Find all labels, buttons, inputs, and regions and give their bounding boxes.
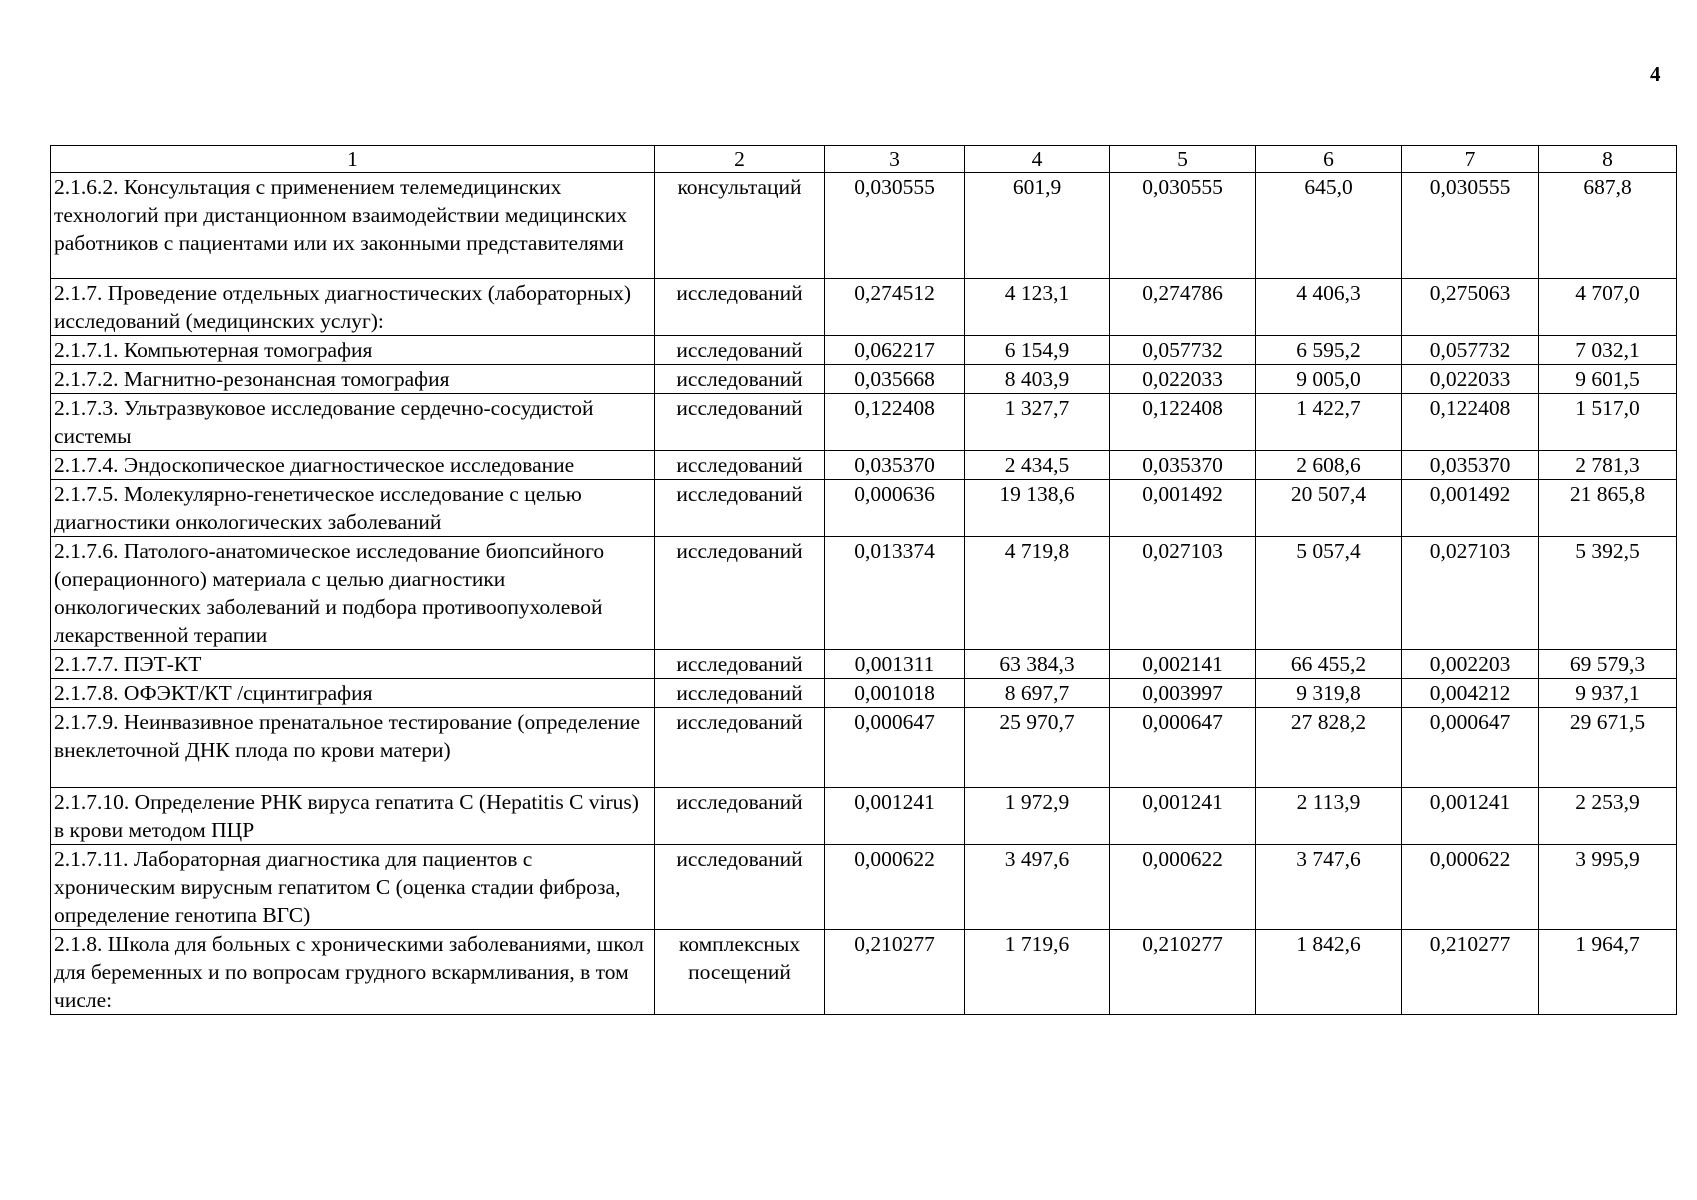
table-row xyxy=(51,930,1677,1015)
row-value-col5: 0,057732 xyxy=(1110,336,1256,365)
row-value-col8: 7 032,1 xyxy=(1539,336,1677,365)
row-value-col7: 0,000647 xyxy=(1402,708,1539,788)
row-value-col8: 29 671,5 xyxy=(1539,708,1677,788)
row-value-col4: 4 123,1 xyxy=(965,279,1110,336)
row-unit-cell: комплексных посещений xyxy=(655,930,825,1015)
row-name-cell: 2.1.7.4. Эндоскопическое диагностическое исследование xyxy=(51,451,655,480)
row-value-col6: 20 507,4 xyxy=(1256,480,1402,537)
row-unit-cell: консультаций xyxy=(655,173,825,279)
table-row xyxy=(51,679,1677,708)
row-unit-cell: исследований xyxy=(655,537,825,650)
row-name-cell: 2.1.7.7. ПЭТ-КТ xyxy=(51,650,655,679)
row-unit-cell: исследований xyxy=(655,336,825,365)
row-name-cell: 2.1.8. Школа для больных с хроническими заболеваниями, школ для беременных и по вопросам грудного вскармливания, в том числе: xyxy=(51,930,655,1015)
row-value-col3: 0,000636 xyxy=(825,480,965,537)
row-value-col4: 3 497,6 xyxy=(965,845,1110,930)
row-value-col4: 6 154,9 xyxy=(965,336,1110,365)
row-value-col5: 0,027103 xyxy=(1110,537,1256,650)
table-row xyxy=(51,365,1677,394)
row-value-col5: 0,274786 xyxy=(1110,279,1256,336)
column-header: 2 xyxy=(655,146,825,173)
table-row xyxy=(51,451,1677,480)
column-header: 7 xyxy=(1402,146,1539,173)
table-row xyxy=(51,708,1677,788)
row-value-col7: 0,210277 xyxy=(1402,930,1539,1015)
table-row xyxy=(51,480,1677,537)
row-value-col4: 1 719,6 xyxy=(965,930,1110,1015)
row-value-col6: 645,0 xyxy=(1256,173,1402,279)
column-header: 4 xyxy=(965,146,1110,173)
row-value-col6: 9 319,8 xyxy=(1256,679,1402,708)
page-number: 4 xyxy=(1650,62,1661,86)
row-value-col4: 601,9 xyxy=(965,173,1110,279)
row-value-col5: 0,002141 xyxy=(1110,650,1256,679)
row-name-cell: 2.1.7. Проведение отдельных диагностических (лабораторных) исследований (медицинских услуг): xyxy=(51,279,655,336)
row-value-col8: 9 601,5 xyxy=(1539,365,1677,394)
row-unit-cell: исследований xyxy=(655,679,825,708)
row-value-col8: 69 579,3 xyxy=(1539,650,1677,679)
row-value-col6: 3 747,6 xyxy=(1256,845,1402,930)
row-name-cell: 2.1.7.3. Ультразвуковое исследование сердечно-сосудистой системы xyxy=(51,394,655,451)
row-value-col5: 0,001492 xyxy=(1110,480,1256,537)
row-value-col6: 4 406,3 xyxy=(1256,279,1402,336)
table-row xyxy=(51,173,1677,279)
row-value-col3: 0,013374 xyxy=(825,537,965,650)
row-value-col3: 0,062217 xyxy=(825,336,965,365)
row-value-col3: 0,122408 xyxy=(825,394,965,451)
row-value-col6: 1 422,7 xyxy=(1256,394,1402,451)
table-row xyxy=(51,788,1677,845)
row-value-col7: 0,002203 xyxy=(1402,650,1539,679)
row-value-col8: 4 707,0 xyxy=(1539,279,1677,336)
row-unit-cell: исследований xyxy=(655,480,825,537)
row-value-col8: 687,8 xyxy=(1539,173,1677,279)
row-value-col4: 8 697,7 xyxy=(965,679,1110,708)
row-unit-cell: исследований xyxy=(655,365,825,394)
row-unit-cell: исследований xyxy=(655,394,825,451)
row-unit-cell: исследований xyxy=(655,451,825,480)
row-value-col6: 2 113,9 xyxy=(1256,788,1402,845)
row-value-col4: 63 384,3 xyxy=(965,650,1110,679)
row-value-col4: 1 972,9 xyxy=(965,788,1110,845)
row-value-col3: 0,030555 xyxy=(825,173,965,279)
table-row xyxy=(51,537,1677,650)
column-header: 5 xyxy=(1110,146,1256,173)
row-value-col4: 8 403,9 xyxy=(965,365,1110,394)
row-value-col6: 66 455,2 xyxy=(1256,650,1402,679)
row-value-col8: 2 781,3 xyxy=(1539,451,1677,480)
row-unit-cell: исследований xyxy=(655,279,825,336)
row-value-col8: 2 253,9 xyxy=(1539,788,1677,845)
row-name-cell: 2.1.7.8. ОФЭКТ/КТ /сцинтиграфия xyxy=(51,679,655,708)
row-value-col8: 1 517,0 xyxy=(1539,394,1677,451)
row-value-col3: 0,000647 xyxy=(825,708,965,788)
row-value-col3: 0,210277 xyxy=(825,930,965,1015)
row-name-cell: 2.1.7.2. Магнитно-резонансная томография xyxy=(51,365,655,394)
row-value-col3: 0,035668 xyxy=(825,365,965,394)
row-value-col7: 0,004212 xyxy=(1402,679,1539,708)
row-value-col8: 3 995,9 xyxy=(1539,845,1677,930)
row-value-col7: 0,057732 xyxy=(1402,336,1539,365)
row-value-col5: 0,122408 xyxy=(1110,394,1256,451)
row-value-col3: 0,001018 xyxy=(825,679,965,708)
row-value-col7: 0,001492 xyxy=(1402,480,1539,537)
table-header-row xyxy=(51,146,1677,173)
row-value-col4: 25 970,7 xyxy=(965,708,1110,788)
table-row xyxy=(51,845,1677,930)
column-header: 1 xyxy=(51,146,655,173)
row-unit-cell: исследований xyxy=(655,708,825,788)
table-row xyxy=(51,650,1677,679)
row-value-col8: 1 964,7 xyxy=(1539,930,1677,1015)
row-value-col5: 0,210277 xyxy=(1110,930,1256,1015)
row-value-col7: 0,027103 xyxy=(1402,537,1539,650)
row-value-col3: 0,000622 xyxy=(825,845,965,930)
row-value-col5: 0,000647 xyxy=(1110,708,1256,788)
row-value-col7: 0,030555 xyxy=(1402,173,1539,279)
row-value-col6: 1 842,6 xyxy=(1256,930,1402,1015)
row-unit-cell: исследований xyxy=(655,650,825,679)
column-header: 6 xyxy=(1256,146,1402,173)
row-value-col5: 0,000622 xyxy=(1110,845,1256,930)
table-row xyxy=(51,336,1677,365)
table-row xyxy=(51,279,1677,336)
row-value-col5: 0,003997 xyxy=(1110,679,1256,708)
row-value-col7: 0,000622 xyxy=(1402,845,1539,930)
row-value-col6: 6 595,2 xyxy=(1256,336,1402,365)
row-name-cell: 2.1.7.9. Неинвазивное пренатальное тестирование (определение внеклеточной ДНК плода по крови матери) xyxy=(51,708,655,788)
row-value-col7: 0,001241 xyxy=(1402,788,1539,845)
row-name-cell: 2.1.7.11. Лабораторная диагностика для пациентов с хроническим вирусным гепатитом С (оценка стадии фиброза, определение генотипа ВГС) xyxy=(51,845,655,930)
row-value-col6: 5 057,4 xyxy=(1256,537,1402,650)
row-value-col8: 21 865,8 xyxy=(1539,480,1677,537)
row-value-col8: 9 937,1 xyxy=(1539,679,1677,708)
row-value-col6: 2 608,6 xyxy=(1256,451,1402,480)
row-name-cell: 2.1.7.5. Молекулярно-генетическое исследование с целью диагностики онкологических заболеваний xyxy=(51,480,655,537)
row-name-cell: 2.1.7.1. Компьютерная томография xyxy=(51,336,655,365)
row-value-col4: 19 138,6 xyxy=(965,480,1110,537)
row-value-col7: 0,275063 xyxy=(1402,279,1539,336)
row-value-col6: 9 005,0 xyxy=(1256,365,1402,394)
row-value-col7: 0,022033 xyxy=(1402,365,1539,394)
data-table xyxy=(50,145,1677,1015)
row-name-cell: 2.1.7.6. Патолого-анатомическое исследование биопсийного (операционного) материала с целью диагностики онкологических заболеваний и подбора противоопухолевой лекарственной терапии xyxy=(51,537,655,650)
row-value-col7: 0,035370 xyxy=(1402,451,1539,480)
row-value-col5: 0,030555 xyxy=(1110,173,1256,279)
row-value-col4: 1 327,7 xyxy=(965,394,1110,451)
row-value-col3: 0,001241 xyxy=(825,788,965,845)
column-header: 8 xyxy=(1539,146,1677,173)
row-value-col3: 0,001311 xyxy=(825,650,965,679)
row-value-col5: 0,001241 xyxy=(1110,788,1256,845)
row-unit-cell: исследований xyxy=(655,788,825,845)
row-name-cell: 2.1.7.10. Определение РНК вируса гепатита С (Hepatitis C virus) в крови методом ПЦР xyxy=(51,788,655,845)
column-header: 3 xyxy=(825,146,965,173)
row-value-col4: 2 434,5 xyxy=(965,451,1110,480)
row-value-col6: 27 828,2 xyxy=(1256,708,1402,788)
row-value-col4: 4 719,8 xyxy=(965,537,1110,650)
row-value-col5: 0,022033 xyxy=(1110,365,1256,394)
row-value-col3: 0,035370 xyxy=(825,451,965,480)
row-name-cell: 2.1.6.2. Консультация с применением телемедицинских технологий при дистанционном взаимодействии медицинских работников с пациентами или их законными представителями xyxy=(51,173,655,279)
table-row xyxy=(51,394,1677,451)
row-value-col8: 5 392,5 xyxy=(1539,537,1677,650)
row-value-col3: 0,274512 xyxy=(825,279,965,336)
row-value-col7: 0,122408 xyxy=(1402,394,1539,451)
row-value-col5: 0,035370 xyxy=(1110,451,1256,480)
row-unit-cell: исследований xyxy=(655,845,825,930)
